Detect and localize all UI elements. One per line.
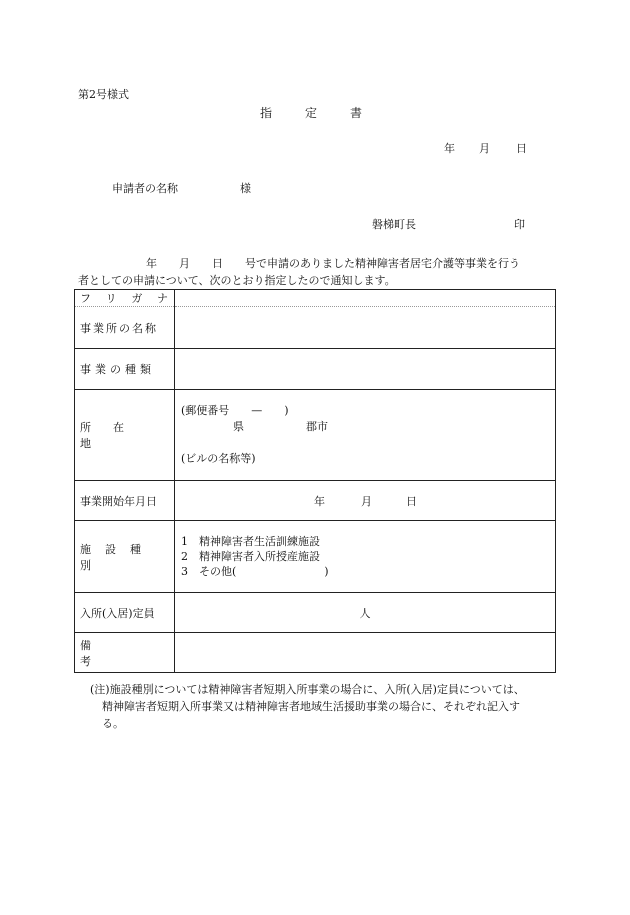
furigana-label	[75, 290, 175, 307]
seal-mark: 印	[514, 218, 525, 231]
facility-type-text: 施設種別	[80, 542, 155, 572]
facility-option-1: 1 精神障害者生活訓練施設	[181, 535, 320, 548]
capacity-field[interactable]	[175, 593, 556, 633]
issuer-name: 磐梯町長	[372, 218, 416, 231]
intro-text-1: 号で申請のありました精神障害者居宅介護等事業を行う	[245, 257, 520, 270]
intro-date-day: 日	[212, 257, 223, 270]
issue-date-month: 月	[479, 142, 490, 155]
building-name: (ビルの名称等)	[181, 452, 256, 465]
facility-option-2: 2 精神障害者入所授産施設	[181, 550, 320, 563]
issue-date-day: 日	[516, 142, 527, 155]
prefecture-district	[181, 419, 549, 435]
applicant-honorific: 様	[240, 182, 251, 195]
office-name-row	[75, 307, 556, 349]
note-line-1: (注)施設種別については精神障害者短期入所事業の場合に、入所(入居)定員については、	[90, 683, 525, 696]
district-city-label: 郡市	[306, 420, 328, 433]
postal-code: (郵便番号 — )	[181, 404, 289, 417]
business-type-field[interactable]	[175, 349, 556, 390]
issue-date-year: 年	[444, 142, 455, 155]
remarks-text: 備考	[80, 638, 143, 668]
office-name-field[interactable]	[175, 307, 556, 349]
furigana-field[interactable]	[175, 290, 556, 307]
start-date-text: 事業開始年月日	[80, 494, 157, 508]
start-month: 月	[361, 494, 372, 508]
prefecture-label: 県	[233, 420, 244, 433]
issue-date	[444, 140, 527, 156]
facility-option-3: 3 その他( )	[181, 565, 329, 578]
start-date-field[interactable]	[175, 481, 556, 521]
start-year: 年	[314, 494, 325, 508]
capacity-text: 入所(入居)定員	[80, 606, 155, 620]
remarks-field[interactable]	[175, 633, 556, 673]
office-name-text: 事業所の名称	[80, 321, 158, 335]
start-day: 日	[406, 494, 417, 508]
start-date-row	[75, 481, 556, 521]
note-line-2: 精神障害者短期入所事業又は精神障害者地域生活援助事業の場合に、それぞれ記入す	[102, 700, 520, 713]
applicant-line	[112, 180, 251, 196]
start-date-label	[75, 481, 175, 521]
business-type-label	[75, 349, 175, 390]
facility-type-row	[75, 521, 556, 593]
applicant-name-label: 申請者の名称	[112, 182, 178, 195]
facility-type-label	[75, 521, 175, 593]
capacity-label	[75, 593, 175, 633]
business-type-row	[75, 349, 556, 390]
capacity-row	[75, 593, 556, 633]
designation-table	[74, 289, 556, 673]
furigana-text: フ リ ガ ナ	[80, 292, 168, 305]
note-line-3: る。	[102, 717, 124, 730]
location-label	[75, 390, 175, 481]
form-number-label: 第2号様式	[78, 88, 129, 101]
location-field[interactable]	[175, 390, 556, 481]
location-row	[75, 390, 556, 481]
location-text: 所在地	[80, 421, 146, 450]
capacity-unit: 人	[359, 606, 371, 620]
document-title: 指定書	[260, 106, 396, 120]
intro-date-year: 年	[146, 257, 157, 270]
office-name-label	[75, 307, 175, 349]
facility-type-field[interactable]	[175, 521, 556, 593]
intro-line-1	[78, 255, 556, 271]
intro-text-2: 者としての申請について、次のとおり指定したので通知します。	[78, 274, 396, 287]
intro-date-month: 月	[179, 257, 190, 270]
furigana-row	[75, 290, 556, 307]
remarks-label	[75, 633, 175, 673]
business-type-text: 事業の種類	[80, 363, 155, 376]
remarks-row	[75, 633, 556, 673]
